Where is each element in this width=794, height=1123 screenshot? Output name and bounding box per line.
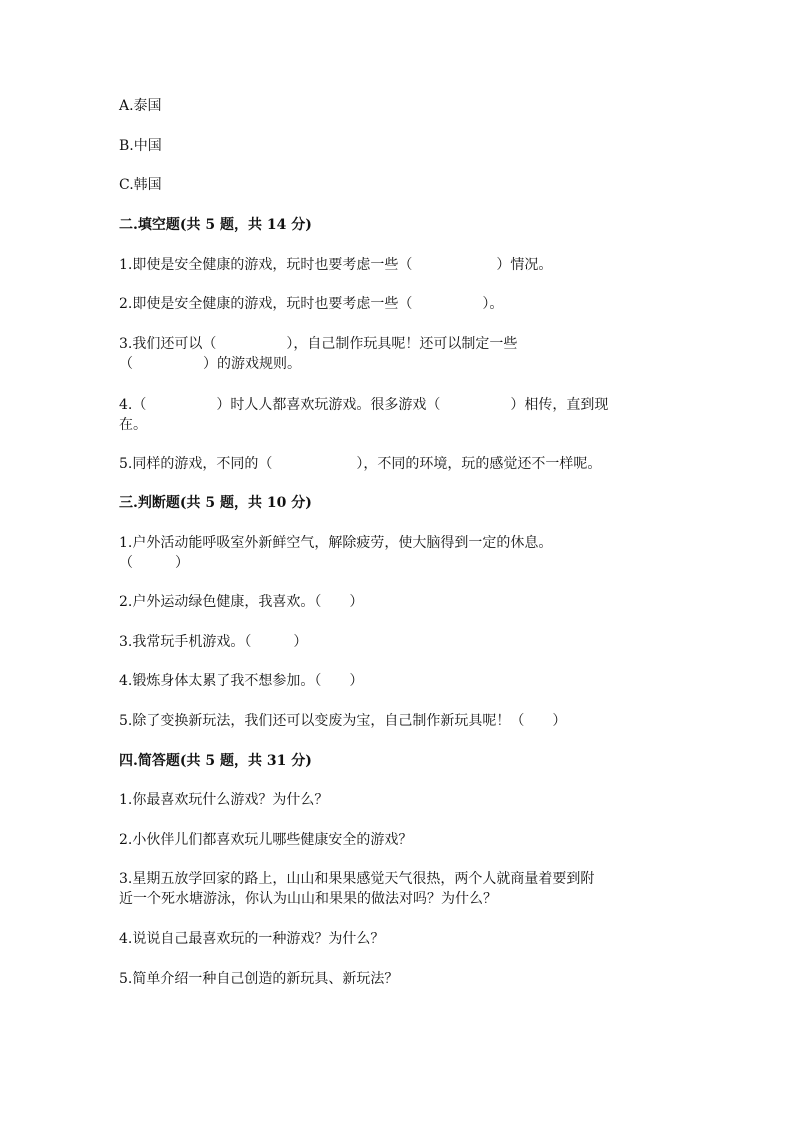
judge-question-5: 5.除了变换新玩法，我们还可以变废为宝，自己制作新玩具呢！（ ） — [119, 713, 567, 729]
short-question-1: 1.你最喜欢玩什么游戏？为什么？ — [119, 792, 329, 808]
fill-question-3-line1: 3.我们还可以（ ），自己制作玩具呢！还可以制定一些 — [119, 336, 518, 352]
judge-question-1-line1: 1.户外活动能呼吸室外新鲜空气，解除疲劳，使大脑得到一定的休息。 — [119, 535, 553, 551]
fill-question-1: 1.即使是安全健康的游戏，玩时也要考虑一些（ ）情况。 — [119, 257, 553, 273]
option-b: B.中国 — [119, 138, 162, 154]
section4-heading: 四.简答题(共 5 题，共 31 分) — [119, 753, 312, 769]
judge-question-4: 4.锻炼身体太累了我不想参加。（ ） — [119, 673, 364, 689]
short-question-5: 5.简单介绍一种自己创造的新玩具、新玩法？ — [119, 971, 399, 987]
option-c: C.韩国 — [119, 177, 162, 193]
fill-question-4-line2: 在。 — [119, 417, 147, 433]
fill-question-2: 2.即使是安全健康的游戏，玩时也要考虑一些（ ）。 — [119, 296, 504, 312]
fill-question-5: 5.同样的游戏，不同的（ ），不同的环境，玩的感觉还不一样呢。 — [119, 456, 602, 472]
section2-heading: 二.填空题(共 5 题，共 14 分) — [119, 217, 312, 233]
judge-question-1-line2: （ ） — [119, 555, 189, 571]
short-question-2: 2.小伙伴儿们都喜欢玩儿哪些健康安全的游戏？ — [119, 832, 413, 848]
option-a: A.泰国 — [119, 98, 162, 114]
short-question-3-line1: 3.星期五放学回家的路上，山山和果果感觉天气很热，两个人就商量着要到附 — [119, 871, 595, 887]
fill-question-4-line1: 4.（ ）时人人都喜欢玩游戏。很多游戏（ ）相传，直到现 — [119, 397, 609, 413]
fill-question-3-line2: （ ）的游戏规则。 — [119, 356, 301, 372]
judge-question-3: 3.我常玩手机游戏。（ ） — [119, 634, 308, 650]
short-question-4: 4.说说自己最喜欢玩的一种游戏？为什么？ — [119, 931, 385, 947]
judge-question-2: 2.户外运动绿色健康，我喜欢。（ ） — [119, 594, 364, 610]
section3-heading: 三.判断题(共 5 题，共 10 分) — [119, 495, 312, 511]
short-question-3-line2: 近一个死水塘游泳，你认为山山和果果的做法对吗？为什么？ — [119, 891, 497, 907]
